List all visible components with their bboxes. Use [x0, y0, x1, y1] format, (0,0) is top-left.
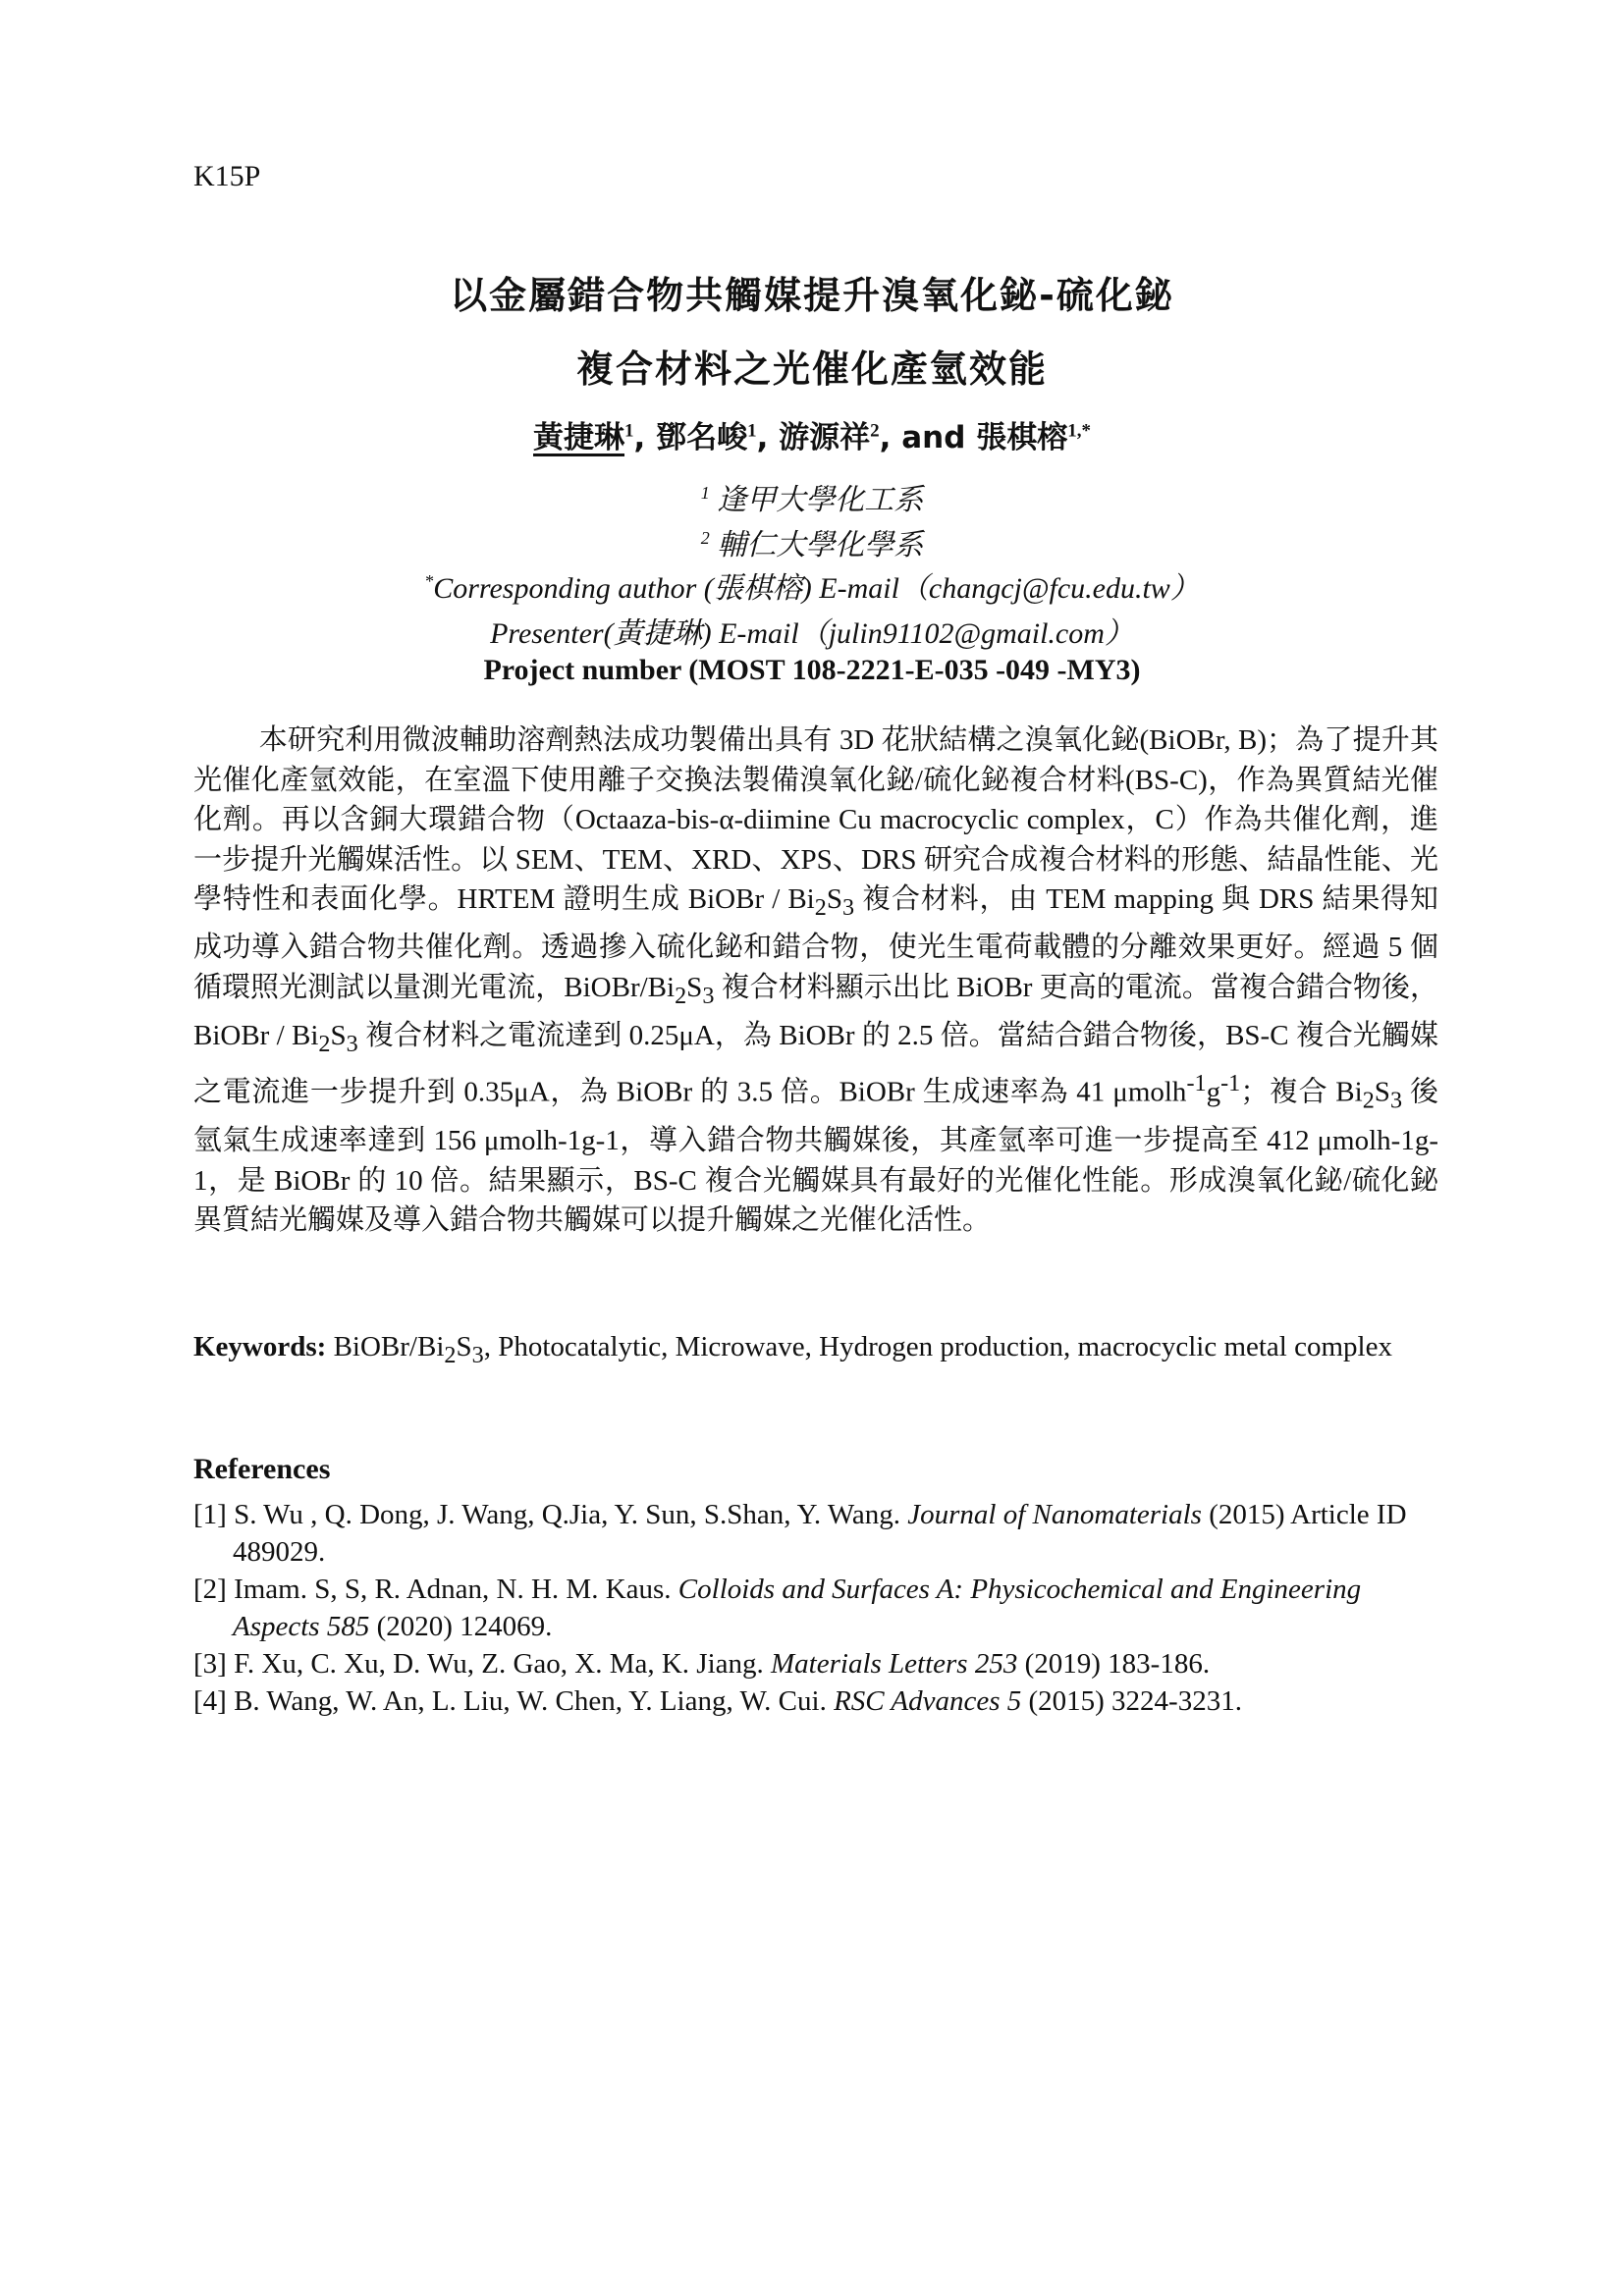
keywords-label: Keywords:: [193, 1331, 327, 1362]
paper-title-line-1: 以金屬錯合物共觸媒提升溴氧化鉍-硫化鉍: [450, 274, 1174, 317]
affiliation-mark: 1: [700, 483, 710, 503]
author-and: , and: [879, 420, 966, 455]
author-affiliation-mark: 1,*: [1067, 420, 1091, 442]
corresponding-text: Corresponding author (張棋榕) E-mail（changcj@fcu.edu.tw）: [433, 572, 1200, 605]
keywords-line: Keywords: BiOBr/$Bi_2S_3$, Photocatalytic, Microwave, Hydrogen production, macrocyclic metal complex: [193, 1331, 1392, 1368]
project-number: Project number (MOST 108-2221-E-035 -049 -MY3): [483, 654, 1141, 686]
author-affiliation-mark: 2: [870, 420, 880, 442]
author-name: 游源祥: [779, 420, 871, 455]
affiliation-1: [0, 475, 1624, 518]
reference-item: [1] S. Wu , Q. Dong, J. Wang, Q.Jia, Y. Sun, S.Shan, Y. Wang. Journal of Nanomaterials (2015) Article ID 489029.: [193, 1499, 1407, 1568]
author-name: 鄧名峻: [656, 420, 748, 455]
author-affiliation-mark: 1: [747, 420, 757, 442]
reference-item: [3] F. Xu, C. Xu, D. Wu, Z. Gao, X. Ma, K. Jiang. Materials Letters 253 (2019) 183-186.: [193, 1648, 1211, 1680]
author-separator: ,: [633, 420, 646, 455]
corresponding-mark: *: [424, 571, 434, 591]
affiliation-2: [0, 520, 1624, 563]
reference-list: [193, 1496, 1438, 1720]
author-list: [0, 412, 1624, 456]
author-separator: ,: [756, 420, 769, 455]
affiliation-mark: 2: [700, 528, 710, 548]
author-name-presenter: 黃捷琳: [533, 420, 625, 455]
references-heading: References: [193, 1453, 331, 1485]
abstract-paragraph: 本研究利用微波輔助溶劑熱法成功製備出具有 3D 花狀結構之溴氧化鉍(BiOBr, B)；為了提升其光催化產氫效能，在室溫下使用離子交換法製備溴氧化鉍/硫化鉍複合材料(BS-C)，作為異質結光催化劑。再以含銅大環錯合物（Octaaza-bis-α-diimine Cu macrocyclic complex，C）作為共催化劑，進一步提升光觸媒活性。以 SEM、TEM、XRD、XPS、DRS 研究合成複合材料的形態、結晶性能、光學特性和表面化學。HRTEM 證明生成 BiOBr / $Bi_2S_3$ 複合材料，由 TEM mapping 與 DRS 結果得知成功導入錯合物共催化劑。透過摻入硫化鉍和錯合物，使光生電荷載體的分離效果更好。經過 5 個循環照光測試以量測光電流，BiOBr/$Bi_2S_3$ 複合材料顯示出比 BiOBr 更高的電流。當複合錯合物後，BiOBr / $Bi_2S_3$ 複合材料之電流達到 0.25μA，為 BiOBr 的 2.5 倍。當結合錯合物後，BS-C 複合光觸媒之電流進一步提升到 0.35μA，為 BiOBr 的 3.5 倍。BiOBr 生成速率為 41 $\mu molh^{-1}g^{-1}$；複合 $Bi_2S_3$ 後氫氣生成速率達到 156 μmolh-1g-1，導入錯合物共觸媒後，其產氫率可進一步提高至 412 μmolh-1g-1，是 BiOBr 的 10 倍。結果顯示，BS-C 複合光觸媒具有最好的光催化性能。形成溴氧化鉍/硫化鉍異質結光觸媒及導入錯合物共觸媒可以提升觸媒之光催化活性。: [193, 724, 1439, 1237]
paper-title-line-2: 複合材料之光催化產氫效能: [575, 347, 1048, 391]
page-code: K15P: [193, 160, 261, 192]
affiliation-text: 逢甲大學化工系: [717, 484, 924, 516]
corresponding-author: [0, 563, 1624, 607]
author-name-corresponding: 張棋榕: [976, 420, 1068, 455]
affiliation-text: 輔仁大學化學系: [717, 529, 924, 561]
author-affiliation-mark: 1: [624, 420, 634, 442]
reference-item: [4] B. Wang, W. An, L. Liu, W. Chen, Y. Liang, W. Cui. RSC Advances 5 (2015) 3224-3231.: [193, 1685, 1242, 1717]
reference-item: [2] Imam. S, S, R. Adnan, N. H. M. Kaus. Colloids and Surfaces A: Physicochemical and Engineering Aspects 585 (2020) 124069.: [193, 1574, 1362, 1642]
presenter-contact: Presenter(黃捷琳) E-mail（julin91102@gmail.com）: [490, 617, 1134, 650]
